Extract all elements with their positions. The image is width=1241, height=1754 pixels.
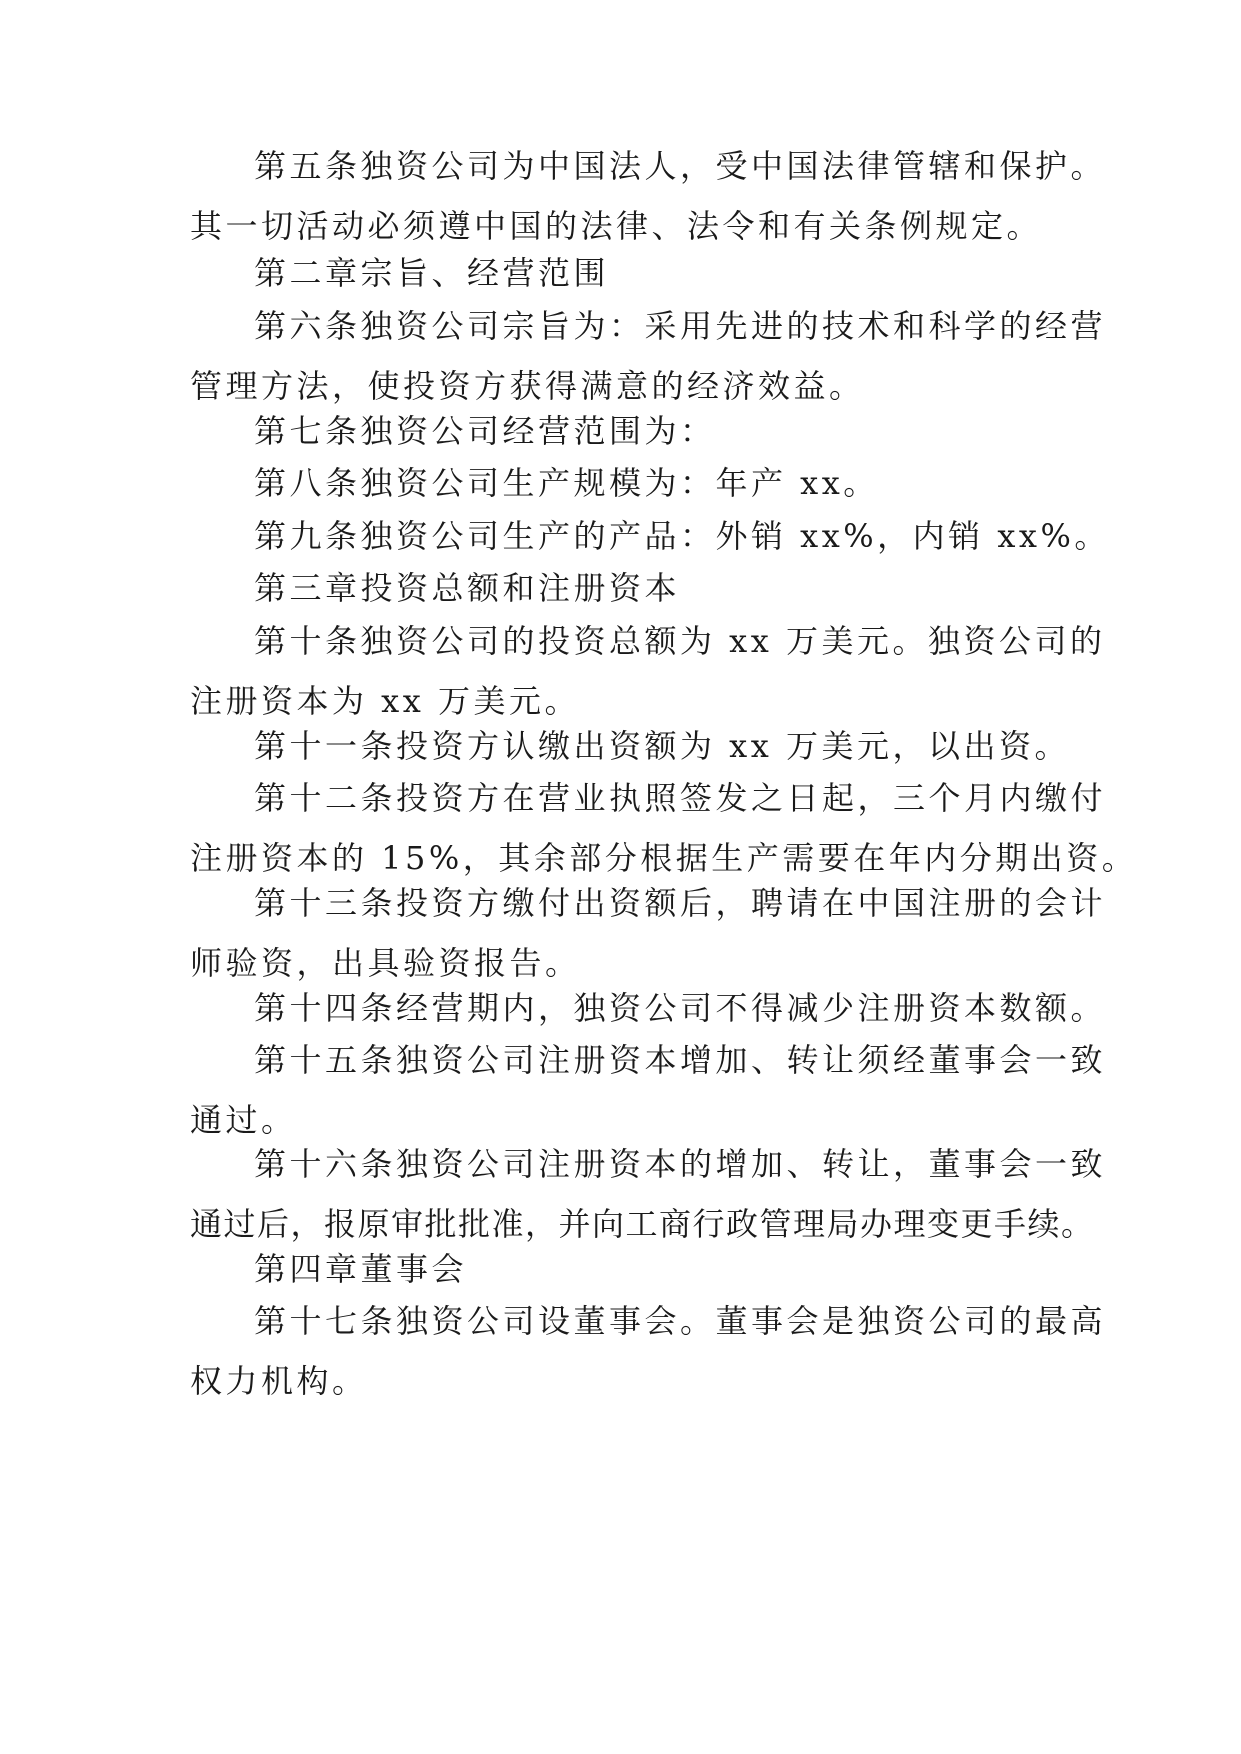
text-line: 第六条独资公司宗旨为：采用先进的技术和科学的经营 — [254, 307, 1107, 345]
article-5-paragraph — [190, 136, 1107, 256]
text-line: 第十一条投资方认缴出资额为 xx 万美元，以出资。 — [254, 727, 1070, 765]
text-line: 第十二条投资方在营业执照签发之日起，三个月内缴付 — [254, 779, 1107, 817]
text-line: 第十五条独资公司注册资本增加、转让须经董事会一致 — [254, 1041, 1107, 1079]
chapter-2-heading — [190, 243, 1070, 303]
text-line: 第二章宗旨、经营范围 — [254, 254, 610, 292]
text-line: 通过后，报原审批批准，并向工商行政管理局办理变更手续。 — [190, 1205, 1095, 1243]
article-17-paragraph — [190, 1291, 1107, 1411]
text-line: 第十条独资公司的投资总额为 xx 万美元。独资公司的 — [254, 622, 1106, 660]
article-9-paragraph — [190, 506, 1110, 566]
article-13-paragraph — [190, 873, 1107, 993]
text-line: 师验资，出具验资报告。 — [190, 944, 581, 982]
chapter-3-heading — [190, 558, 1070, 618]
text-line: 第十三条投资方缴付出资额后，聘请在中国注册的会计 — [254, 884, 1107, 922]
article-14-paragraph — [190, 978, 1107, 1038]
article-11-paragraph — [190, 716, 1070, 776]
article-10-paragraph — [190, 611, 1106, 731]
chapter-4-heading — [190, 1239, 1070, 1299]
text-line: 权力机构。 — [190, 1362, 368, 1400]
text-line: 注册资本的 15%，其余部分根据生产需要在年内分期出资。 — [190, 839, 1138, 877]
text-line: 第九条独资公司生产的产品：外销 xx%，内销 xx%。 — [254, 517, 1110, 555]
text-line: 第八条独资公司生产规模为：年产 xx。 — [254, 464, 879, 502]
text-line: 第十六条独资公司注册资本的增加、转让，董事会一致 — [254, 1145, 1107, 1183]
article-16-paragraph — [190, 1134, 1107, 1254]
text-line: 通过。 — [190, 1101, 297, 1139]
article-15-paragraph — [190, 1030, 1107, 1150]
text-line: 第七条独资公司经营范围为： — [254, 412, 716, 450]
article-8-paragraph — [190, 453, 1070, 513]
article-12-paragraph — [190, 768, 1138, 888]
text-line: 第十四条经营期内，独资公司不得减少注册资本数额。 — [254, 989, 1107, 1027]
text-line: 注册资本为 xx 万美元。 — [190, 682, 580, 720]
text-line: 第四章董事会 — [254, 1250, 468, 1288]
text-line: 其一切活动必须遵中国的法律、法令和有关条例规定。 — [190, 207, 1043, 245]
text-line: 管理方法，使投资方获得满意的经济效益。 — [190, 367, 865, 405]
article-6-paragraph — [190, 296, 1107, 416]
text-line: 第三章投资总额和注册资本 — [254, 569, 681, 607]
text-line: 第十七条独资公司设董事会。董事会是独资公司的最高 — [254, 1302, 1107, 1340]
article-7-paragraph — [190, 401, 1070, 461]
text-line: 第五条独资公司为中国法人，受中国法律管辖和保护。 — [254, 147, 1107, 185]
